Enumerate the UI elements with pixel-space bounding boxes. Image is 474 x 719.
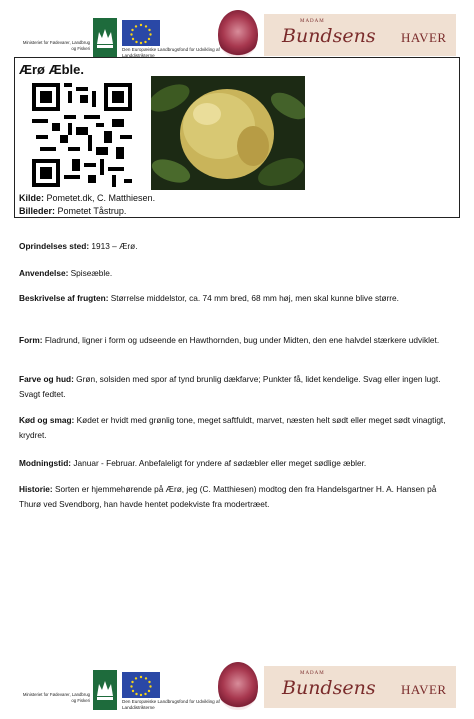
- ministry-crown-logo: [93, 670, 117, 710]
- banner-haver-text: HAVER: [401, 30, 447, 45]
- section-text: Sorten er hjemmehørende på Ærø, jeg (C. Matthiesen) modtog den fra Handelsgartner H. A. Hansen på Thurø ved Svendborg, han havde hentet podekviste fra modertræet.: [19, 484, 437, 509]
- section-color-skin: [19, 372, 459, 401]
- images-value: Pometet Tåstrup.: [55, 206, 127, 216]
- banner-haver-text: HAVER: [401, 682, 447, 697]
- rose-seal-logo: [218, 662, 258, 710]
- section-text: Fladrund, ligner i form og udseende en Hawthornden, bug under Midten, den ene halvdel stærkere udviklet.: [42, 335, 440, 345]
- title-box: [14, 57, 460, 218]
- bundsens-haver-logo: [264, 14, 456, 56]
- source-line: [19, 193, 155, 203]
- header-logo-row: [0, 8, 474, 60]
- source-label: Kilde:: [19, 193, 45, 203]
- page-title: Ærø Æble.: [19, 62, 85, 77]
- source-value: Pometet.dk, C. Matthiesen.: [44, 193, 156, 203]
- section-text: Januar - Februar. Anbefaleligt for yndere af sødæbler eller meget sødlige æbler.: [71, 458, 367, 468]
- apple-photo: [151, 76, 305, 190]
- banner-name-text: Bundsens: [282, 677, 376, 699]
- section-origin: [19, 239, 459, 254]
- section-text: Størrelse middelstor, ca. 74 mm bred, 68 mm høj, men skal kunne blive større.: [108, 293, 399, 303]
- ministry-crown-logo: [93, 18, 117, 58]
- section-label: Form:: [19, 335, 43, 345]
- rose-seal-logo: [218, 10, 258, 58]
- ministry-text: Ministeriet for Fødevarer, Landbrug og Fiskeri: [22, 692, 90, 703]
- section-label: Kød og smag:: [19, 415, 75, 425]
- images-line: [19, 206, 126, 216]
- section-text: Kødet er hvidt med grønlig tone, meget saftfuldt, marvet, næsten helt sødt eller meget sødt vinagtigt, krydret.: [19, 415, 446, 440]
- section-flesh-taste: [19, 413, 459, 442]
- banner-name-text: Bundsens: [282, 25, 376, 47]
- eu-fund-text: Den Europæiske Landbrugsfond for Udvikling af Landdistrikterne: [122, 699, 220, 710]
- section-shape: [19, 333, 459, 348]
- section-text: 1913 – Ærø.: [89, 241, 138, 251]
- banner-madam-text: MADAM: [300, 19, 325, 24]
- section-label: Historie:: [19, 484, 53, 494]
- bundsens-haver-logo: [264, 666, 456, 708]
- section-text: Grøn, solsiden med spor af tynd brunlig dækfarve; Punkter få, lidet kendelige. Svag eller ingen lugt. Svagt fedtet.: [19, 374, 441, 399]
- section-label: Farve og hud:: [19, 374, 74, 384]
- qr-code-icon[interactable]: [32, 83, 132, 187]
- footer-logo-row: [0, 660, 474, 712]
- section-text: Spiseæble.: [68, 268, 113, 278]
- eu-fund-text: Den Europæiske Landbrugsfond for Udvikling af Landdistrikterne: [122, 47, 220, 58]
- section-label: Beskrivelse af frugten:: [19, 293, 109, 303]
- section-ripening: [19, 456, 459, 471]
- section-usage: [19, 266, 459, 281]
- banner-madam-text: MADAM: [300, 671, 325, 676]
- ministry-text: Ministeriet for Fødevarer, Landbrug og Fiskeri: [22, 40, 90, 51]
- images-label: Billeder:: [19, 206, 56, 216]
- section-description: [19, 291, 459, 306]
- section-history: [19, 482, 459, 511]
- eu-flag-icon: [122, 20, 160, 46]
- section-label: Modningstid:: [19, 458, 72, 468]
- section-label: Oprindelses sted:: [19, 241, 90, 251]
- eu-flag-icon: [122, 672, 160, 698]
- section-label: Anvendelse:: [19, 268, 69, 278]
